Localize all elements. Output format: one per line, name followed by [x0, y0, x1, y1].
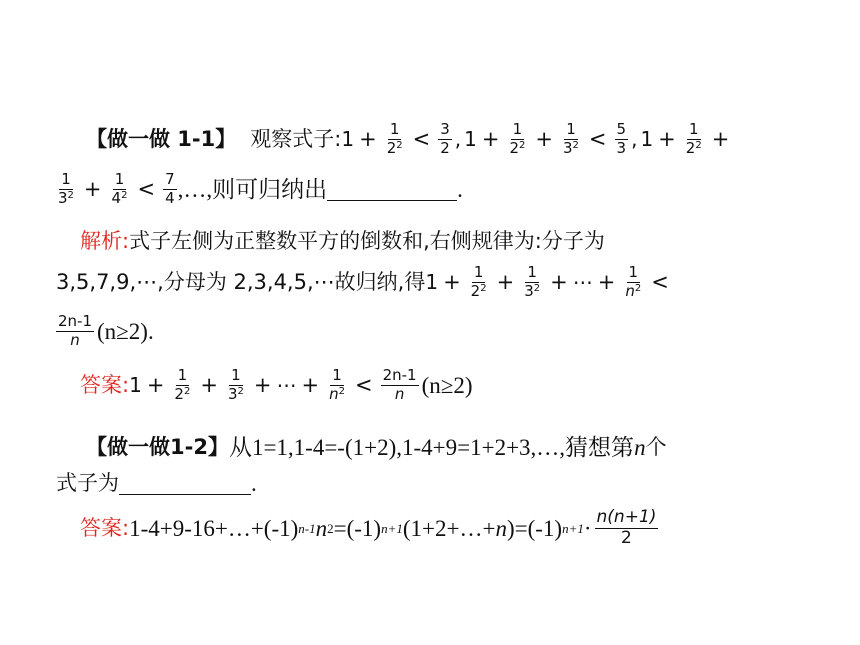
exercise-1-2-line-1: 【做一做1-2】 从1=1,1-4=-(1+2),1-4+9=1+2+3,…,猜想第 n 个 — [86, 434, 667, 460]
analysis-line-3 — [56, 306, 154, 356]
exercise-lead: 观察式子: — [250, 126, 342, 151]
fraction: $\frac{1}{2^2}$ — [174, 366, 191, 403]
exercise-1-1-line-1: 【做一做 1-1】 观察式子: 1 + $\frac{1}{2^2}$ < $\frac{3}{2}$ , 1 + $\frac{1}{2^2}$ + $\frac{1}{3^2}$ < $\frac{5}{3}$ , 1 + $\frac{1}{2^2}$ + — [86, 120, 730, 157]
fraction: $\frac{2n-1}{n}$ — [382, 366, 417, 403]
fraction: $\frac{1}{2^2}$ — [509, 120, 526, 157]
analysis-label: 解析: — [80, 228, 130, 253]
exercise-text: 从1=1,1-4=-(1+2),1-4+9=1+2+3,…,猜想第 — [228, 434, 635, 460]
fraction: $\frac{1}{2^2}$ — [470, 263, 487, 300]
fraction: $\frac{1}{3^2}$ — [563, 120, 579, 157]
fraction: $\frac{2n-1}{n}$ — [58, 312, 93, 349]
fraction: $\frac{1}{n^2}$ — [625, 263, 642, 300]
fraction: $\frac{1}{2^2}$ — [685, 120, 702, 157]
fraction: $\frac{5}{3}$ — [616, 120, 627, 157]
fraction: $\frac{1}{n^2}$ — [329, 366, 345, 403]
answer-label: 答案: — [80, 515, 130, 540]
answer-1-2-line: 答案: 1-4+9-16+…+(-1) n-1 n 2 =(-1) n+1 (1+2+…+ n )=(-1) n+1 · $\frac{n(n+1)}{2}$ — [80, 506, 657, 548]
answer-label: 答案: — [80, 372, 130, 397]
exercise-1-1-line-2: $\frac{1}{3^2}$ + $\frac{1}{4^2}$ < $\frac{7}{4}$ ,…,则可归纳出 . — [58, 170, 463, 207]
analysis-text: 式子左侧为正整数平方的倒数和,右侧规律为:分子为 — [129, 228, 605, 253]
fraction: $\frac{3}{2}$ — [440, 120, 450, 157]
fraction: $\frac{n(n+1)}{2}$ — [596, 506, 657, 548]
answer-blank — [119, 472, 251, 495]
answer-1-1-line: 答案: 1 + $\frac{1}{2^2}$ + $\frac{1}{3^2}$ + ⋯ + $\frac{1}{n^2}$ < $\frac{2n-1}{n}$ (n≥2) — [80, 366, 473, 403]
condition: (n≥2) — [421, 372, 473, 398]
fraction: $\frac{1}{3^2}$ — [58, 170, 74, 207]
exercise-label: 【做一做 1-1】 — [86, 126, 237, 151]
fraction: $\frac{1}{3^2}$ — [524, 263, 541, 300]
condition: (n≥2). — [97, 318, 154, 344]
analysis-line — [80, 226, 605, 256]
tail-text: ,…,则可归纳出 — [177, 176, 328, 202]
exercise-label: 【做一做1-2】 — [86, 434, 229, 459]
fraction: $\frac{1}{4^2}$ — [111, 170, 128, 207]
fraction: $\frac{1}{3^2}$ — [227, 366, 244, 403]
answer-blank — [327, 178, 457, 201]
exercise-1-2-line-2: 式子为 . — [56, 470, 257, 496]
fraction: $\frac{1}{2^2}$ — [386, 120, 403, 157]
analysis-line-2: 3,5,7,9,⋯,分母为 2,3,4,5,⋯故归纳,得 1 + $\frac{1}{2^2}$ + $\frac{1}{3^2}$ + ⋯ + $\frac{1}{n^2}$ < — [56, 263, 669, 300]
fraction: $\frac{7}{4}$ — [165, 170, 175, 207]
